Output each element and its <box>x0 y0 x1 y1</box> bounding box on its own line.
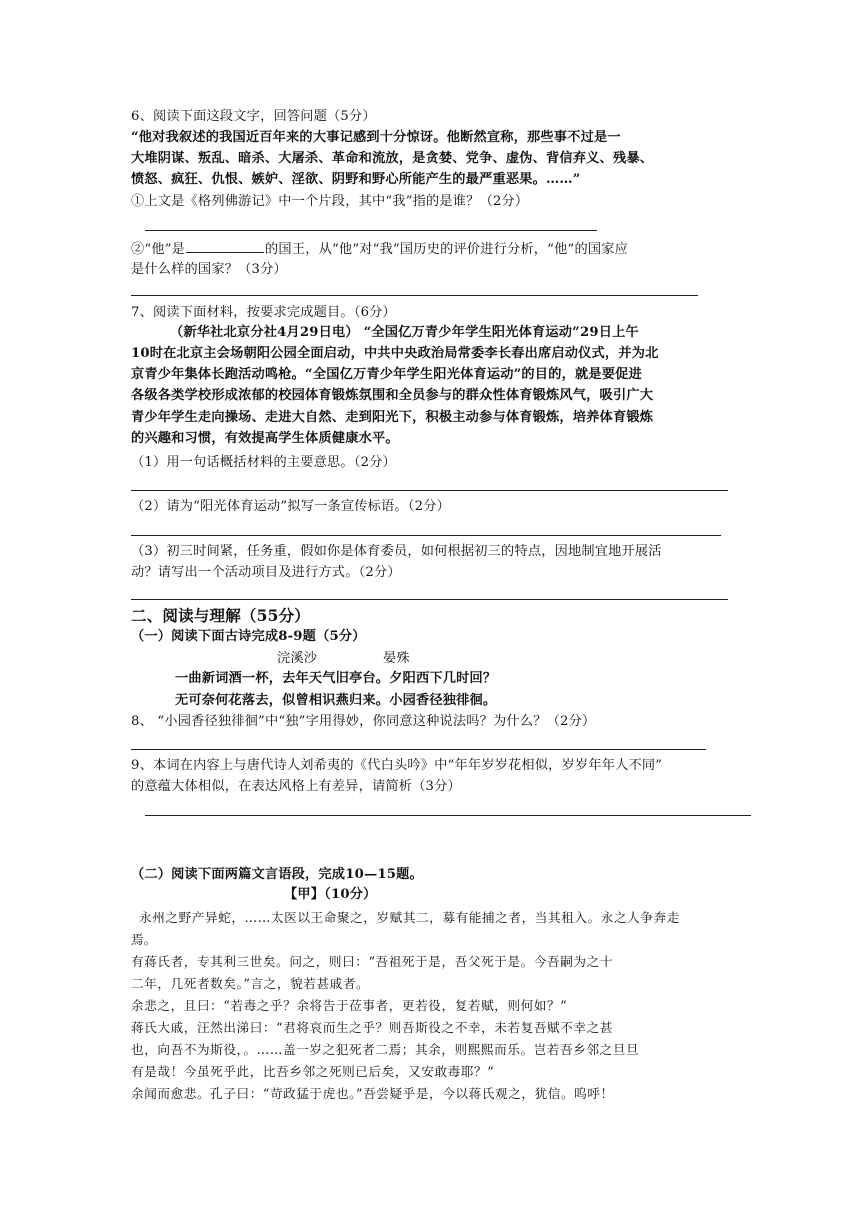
q7-title: 7、阅读下面材料，按要求完成题目。（6分） <box>131 305 396 320</box>
q9-answer-line <box>145 815 751 816</box>
part2-line-5: 余悲之，且曰：“若毒之乎？余将告于莅事者，更若役，复若赋，则何如？” <box>131 998 568 1013</box>
q7-passage-line-4: 各级各类学校形成浓郁的校园体育锻炼氛围和全员参与的群众性体育锻炼风气，吸引广大 <box>131 388 654 403</box>
q7-answer-line-3 <box>131 599 728 600</box>
q7-passage-line-2: 10时在北京主会场朝阳公园全面启动，中共中央政治局常委李长春出席启动仪式，并为北 <box>131 346 659 361</box>
q9-line1: 9、本词在内容上与唐代诗人刘希夷的《代白头吟》中“年年岁岁花相似，岁岁年年人不同” <box>131 758 663 773</box>
q6-sub2-pre: ②“他”是 <box>131 242 186 257</box>
q6-sub1: ①上文是《格列佛游记》中一个片段，其中“我”指的是谁？（2分） <box>131 194 529 209</box>
q7-sub3-line2: 动？请写出一个活动项目及进行方式。（2分） <box>131 565 401 580</box>
part2-line-9: 余闻而愈悲。孔子曰：“苛政猛于虎也。”吾尝疑乎是，今以蒋氏观之，犹信。呜呼！ <box>131 1086 614 1101</box>
q7-passage-line-6: 的兴趣和习惯，有效提高学生体质健康水平。 <box>131 431 399 446</box>
poem-line-1: 一曲新词酒一杯，去年天气旧亭台。夕阳西下几时回？ <box>175 671 497 686</box>
q8-answer-line <box>131 749 706 750</box>
q9-line2: 的意蕴大体相似，在表达风格上有差异，请简析（3分） <box>131 779 461 794</box>
q6-passage-line-2: 大堆阴谋、叛乱、暗杀、大屠杀、革命和流放，是贪婪、党争、虚伪、背信弃义、残暴、 <box>131 151 654 166</box>
q7-answer-line-1 <box>131 490 728 491</box>
part1-title: （一）阅读下面古诗完成8-9题（5分） <box>131 629 366 644</box>
q6-sub2-line2: 是什么样的国家？（3分） <box>131 262 287 277</box>
q7-passage-line-5: 青少年学生走向操场、走进大自然、走到阳光下，积极主动参与体育锻炼，培养体育锻炼 <box>131 410 654 425</box>
part2-line-4: 二年，几死者数矣。”言之，貌若甚戚者。 <box>131 976 370 991</box>
part2-line-8: 有是哉！今虽死乎此，比吾乡邻之死则已后矣，又安敢毒耶？” <box>131 1064 495 1079</box>
q6-sub2 <box>131 240 628 259</box>
part2-line-3: 有蒋氏者，专其利三世矣。问之，则曰：“吾祖死于是，吾父死于是。今吾嗣为之十 <box>131 954 614 969</box>
part2-line-7: 也，向吾不为斯役，。……盖一岁之犯死者二焉；其余，则熙熙而乐。岂若吾乡邻之旦旦 <box>131 1042 640 1057</box>
section2-title: 二、阅读与理解（55分） <box>131 606 310 625</box>
q6-answer-line-1 <box>145 230 597 231</box>
poem-line-2: 无可奈何花落去，似曾相识燕归来。小园香径独徘徊。 <box>175 693 497 708</box>
part2-jia: 【甲】（10分） <box>284 887 377 902</box>
q7-sub3-line1: （3）初三时间紧，任务重，假如你是体育委员，如何根据初三的特点，因地制宜地开展活 <box>131 544 662 559</box>
q7-sub2: （2）请为“阳光体育运动”拟写一条宣传标语。（2分） <box>131 499 450 514</box>
q8: 8、 “小园香径独徘徊”中“独”字用得妙，你同意这种说法吗？为什么？（2分） <box>131 714 596 729</box>
q6-sub2-post: 的国王，从“他”对“我”国历史的评价进行分析，“他”的国家应 <box>265 242 628 257</box>
q6-blank[interactable] <box>186 240 264 253</box>
poem-author: 晏殊 <box>383 651 410 666</box>
part2-line-2: 焉。 <box>131 932 157 947</box>
q6-passage-line-3: 愤怒、疯狂、仇恨、嫉妒、淫欲、阴野和野心所能产生的最严重恶果。……” <box>131 172 581 187</box>
part2-title: （二）阅读下面两篇文言语段，完成10—15题。 <box>131 867 423 882</box>
q6-answer-line-2 <box>131 295 698 296</box>
q7-passage-line-1: （新华社北京分社4月29日电） “全国亿万青少年学生阳光体育运动”29日上午 <box>170 325 639 340</box>
part2-line-6: 蒋氏大戚，汪然出涕曰：“君将哀而生之乎？则吾斯役之不幸，未若复吾赋不幸之甚 <box>131 1020 614 1035</box>
q7-answer-line-2 <box>131 535 721 536</box>
poem-title: 浣溪沙 <box>277 651 318 666</box>
part2-line-1: 永州之野产异蛇，……太医以王命聚之，岁赋其二，募有能捕之者，当其租入。永之人争奔走 <box>139 910 680 925</box>
q7-sub1: （1）用一句话概括材料的主要意思。（2分） <box>131 455 396 470</box>
q6-title: 6、阅读下面这段文字，回答问题（5分） <box>131 109 376 124</box>
q6-passage-line-1: “他对我叙述的我国近百年来的大事记感到十分惊讶。他断然宣称，那些事不过是一 <box>131 130 621 145</box>
q7-passage-line-3: 京青少年集体长跑活动鸣枪。“全国亿万青少年学生阳光体育运动”的目的，就是要促进 <box>131 367 642 382</box>
